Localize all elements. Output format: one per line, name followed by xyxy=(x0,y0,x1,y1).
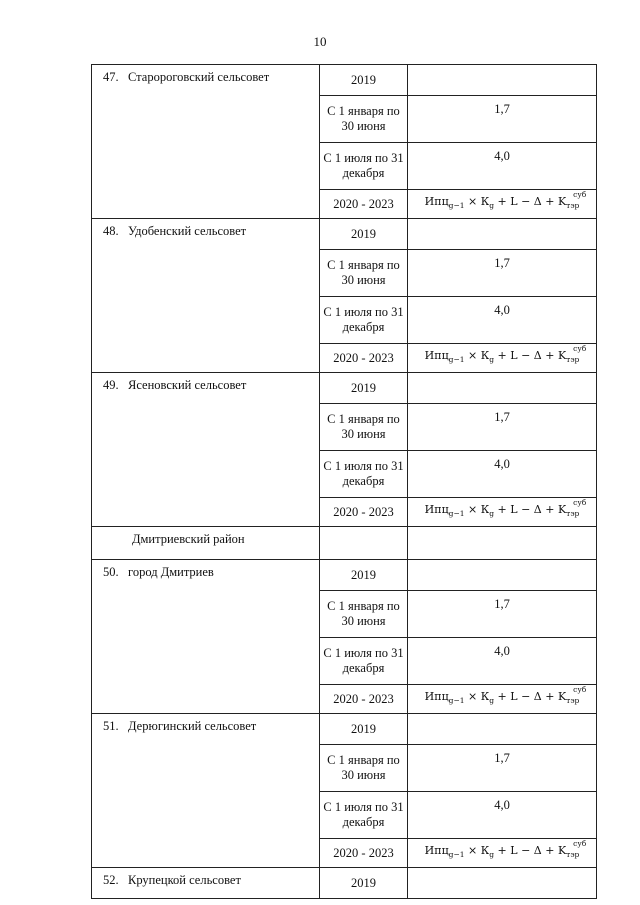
table-row xyxy=(92,560,597,591)
tariff-value: 1,7 xyxy=(408,745,597,792)
tariff-formula-cell xyxy=(408,190,597,219)
formula-mid: × К xyxy=(464,844,490,858)
formula-tail: + L − Δ + K xyxy=(494,690,567,704)
period-label: С 1 июля по 31 декабря xyxy=(320,792,408,839)
formula-prefix: Ипц xyxy=(424,844,449,858)
period-label: 2019 xyxy=(320,868,408,899)
table-row xyxy=(92,714,597,745)
formula-prefix: Ипц xyxy=(424,690,449,704)
formula-sup: суб xyxy=(573,685,587,695)
settlement-name: Ясеновский сельсовет xyxy=(128,378,247,392)
table-row xyxy=(92,868,597,899)
tariff-value xyxy=(408,868,597,899)
formula-sub2: g xyxy=(489,355,495,365)
formula-sup: суб xyxy=(573,190,587,200)
formula-k-indices xyxy=(566,190,587,213)
tariff-value: 1,7 xyxy=(408,591,597,638)
formula-sub2: g xyxy=(489,696,495,706)
tariff-value: 1,7 xyxy=(408,96,597,143)
formula-sub3: тэр xyxy=(566,201,580,211)
tariff-formula-cell xyxy=(408,344,597,373)
formula-tail: + L − Δ + K xyxy=(494,349,567,363)
settlement-index: 48. xyxy=(103,224,119,238)
formula-text xyxy=(424,344,587,365)
tariff-value xyxy=(408,65,597,96)
formula-k-indices xyxy=(566,498,587,521)
tariff-value: 4,0 xyxy=(408,143,597,190)
formula-tail: + L − Δ + K xyxy=(494,844,567,858)
formula-sub3: тэр xyxy=(566,696,580,706)
tariff-value: 4,0 xyxy=(408,297,597,344)
settlement-index: 51. xyxy=(103,719,119,733)
formula-sub2: g xyxy=(489,201,495,211)
table-row xyxy=(92,65,597,96)
page-number: 10 xyxy=(313,34,327,49)
formula-sub1: g−1 xyxy=(448,509,465,519)
settlement-index: 49. xyxy=(103,378,119,392)
tariff-value: 4,0 xyxy=(408,638,597,685)
settlement-name: Удобенский сельсовет xyxy=(128,224,247,238)
formula-sub2: g xyxy=(489,850,495,860)
settlement-index: 52. xyxy=(103,873,119,887)
formula-sup: суб xyxy=(573,498,587,508)
tariff-table-body xyxy=(92,65,597,899)
settlement-cell xyxy=(92,219,320,373)
period-label: С 1 июля по 31 декабря xyxy=(320,451,408,498)
tariff-formula-cell xyxy=(408,498,597,527)
period-label: 2020 - 2023 xyxy=(320,498,408,527)
formula-sup: суб xyxy=(573,839,587,849)
settlement-cell xyxy=(92,868,320,899)
settlement-name: город Дмитриев xyxy=(128,565,214,579)
settlement-index: 47. xyxy=(103,70,119,84)
period-label: С 1 июля по 31 декабря xyxy=(320,297,408,344)
settlement-cell xyxy=(92,714,320,868)
formula-text xyxy=(424,839,587,860)
formula-sub3: тэр xyxy=(566,509,580,519)
formula-text xyxy=(424,190,587,211)
tariff-value xyxy=(408,373,597,404)
tariff-value: 4,0 xyxy=(408,792,597,839)
tariff-value xyxy=(408,560,597,591)
formula-prefix: Ипц xyxy=(424,349,449,363)
formula-sup: суб xyxy=(573,344,587,354)
period-label: 2019 xyxy=(320,65,408,96)
formula-text xyxy=(424,498,587,519)
formula-sub2: g xyxy=(489,509,495,519)
period-label: 2019 xyxy=(320,219,408,250)
formula-sub1: g−1 xyxy=(448,850,465,860)
district-value-cell xyxy=(408,527,597,560)
formula-tail: + L − Δ + K xyxy=(494,503,567,517)
formula-sub3: тэр xyxy=(566,355,580,365)
period-label: 2019 xyxy=(320,373,408,404)
period-label: С 1 января по 30 июня xyxy=(320,404,408,451)
formula-text xyxy=(424,685,587,706)
tariff-value: 1,7 xyxy=(408,250,597,297)
formula-mid: × К xyxy=(464,503,490,517)
settlement-name: Дерюгинский сельсовет xyxy=(128,719,257,733)
tariff-value xyxy=(408,714,597,745)
period-label: 2020 - 2023 xyxy=(320,685,408,714)
formula-k-indices xyxy=(566,344,587,367)
table-row xyxy=(92,219,597,250)
tariff-value: 1,7 xyxy=(408,404,597,451)
period-label: С 1 января по 30 июня xyxy=(320,745,408,792)
table-row xyxy=(92,373,597,404)
period-label: С 1 июля по 31 декабря xyxy=(320,143,408,190)
tariff-table xyxy=(91,64,597,899)
formula-prefix: Ипц xyxy=(424,195,449,209)
settlement-name: Старороговский сельсовет xyxy=(128,70,270,84)
district-period-cell xyxy=(320,527,408,560)
formula-tail: + L − Δ + K xyxy=(494,195,567,209)
period-label: 2019 xyxy=(320,560,408,591)
formula-k-indices xyxy=(566,839,587,862)
period-label: 2019 xyxy=(320,714,408,745)
period-label: С 1 января по 30 июня xyxy=(320,96,408,143)
formula-mid: × К xyxy=(464,349,490,363)
settlement-name: Крупецкой сельсовет xyxy=(128,873,241,887)
tariff-value: 4,0 xyxy=(408,451,597,498)
district-name-cell xyxy=(92,527,320,560)
settlement-cell xyxy=(92,560,320,714)
formula-sub1: g−1 xyxy=(448,696,465,706)
formula-mid: × К xyxy=(464,690,490,704)
formula-sub1: g−1 xyxy=(448,201,465,211)
formula-sub3: тэр xyxy=(566,850,580,860)
tariff-formula-cell xyxy=(408,839,597,868)
period-label: С 1 июля по 31 декабря xyxy=(320,638,408,685)
period-label: 2020 - 2023 xyxy=(320,839,408,868)
district-row xyxy=(92,527,597,560)
settlement-cell xyxy=(92,373,320,527)
formula-prefix: Ипц xyxy=(424,503,449,517)
formula-mid: × К xyxy=(464,195,490,209)
settlement-cell xyxy=(92,65,320,219)
period-label: 2020 - 2023 xyxy=(320,344,408,373)
period-label: С 1 января по 30 июня xyxy=(320,591,408,638)
period-label: 2020 - 2023 xyxy=(320,190,408,219)
period-label: С 1 января по 30 июня xyxy=(320,250,408,297)
formula-sub1: g−1 xyxy=(448,355,465,365)
tariff-table-wrapper xyxy=(91,64,596,899)
settlement-index: 50. xyxy=(103,565,119,579)
tariff-formula-cell xyxy=(408,685,597,714)
district-name: Дмитриевский район xyxy=(132,532,245,546)
tariff-value xyxy=(408,219,597,250)
formula-k-indices xyxy=(566,685,587,708)
